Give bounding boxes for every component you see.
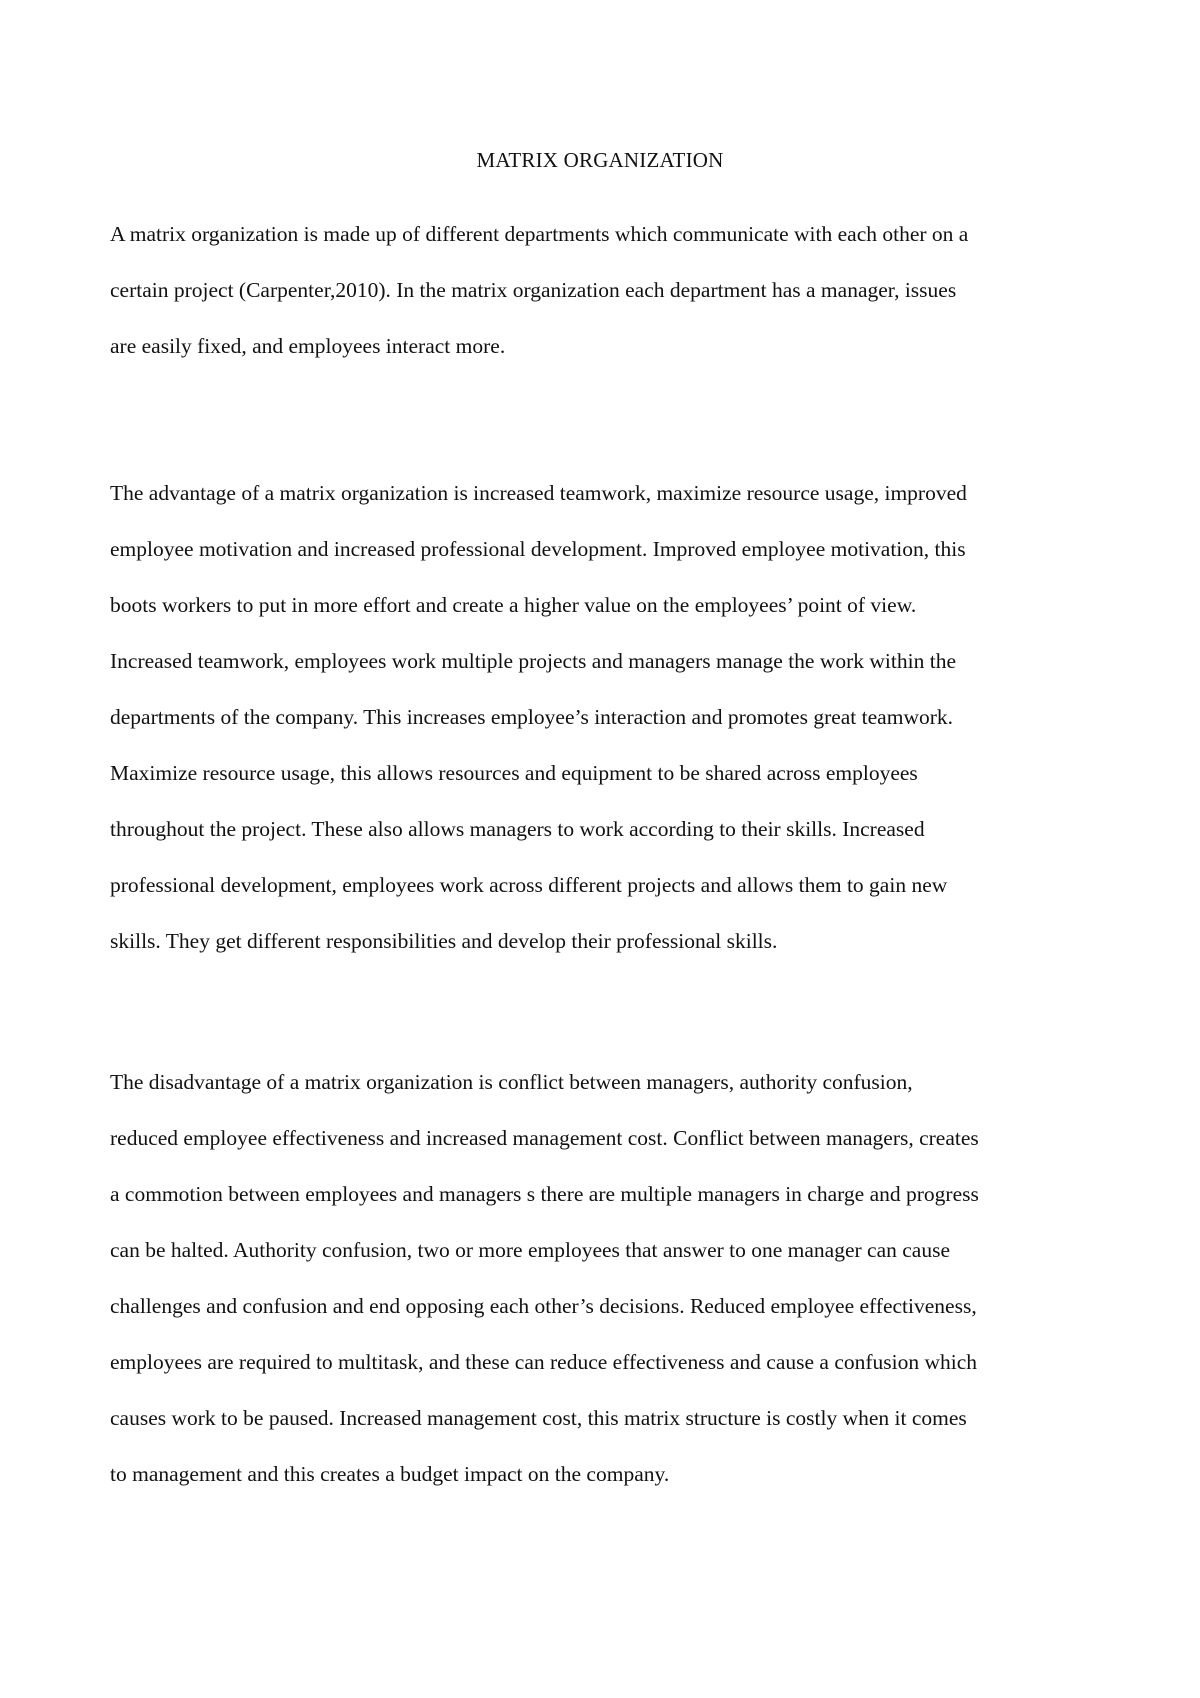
text-line: throughout the project. These also allows managers to work according to their skills. Increased	[110, 817, 925, 841]
text-line: Increased teamwork, employees work multiple projects and managers manage the work within the	[110, 649, 956, 673]
text-line: Maximize resource usage, this allows resources and equipment to be shared across employees	[110, 761, 918, 785]
text-line: The disadvantage of a matrix organization is conflict between managers, authority confusion,	[110, 1070, 913, 1094]
text-line: certain project (Carpenter,2010). In the matrix organization each department has a manager, issues	[110, 278, 957, 302]
text-line: skills. They get different responsibilities and develop their professional skills.	[110, 929, 778, 953]
text-line: employee motivation and increased professional development. Improved employee motivation, this	[110, 537, 966, 561]
text-line: The advantage of a matrix organization is increased teamwork, maximize resource usage, improved	[110, 481, 967, 505]
text-line: employees are required to multitask, and these can reduce effectiveness and cause a confusion which	[110, 1350, 978, 1374]
text-line: are easily fixed, and employees interact more.	[110, 334, 506, 358]
text-line: to management and this creates a budget impact on the company.	[110, 1462, 670, 1486]
paragraph-definition	[110, 206, 1110, 374]
text-line: can be halted. Authority confusion, two or more employees that answer to one manager can cause	[110, 1238, 951, 1262]
document-title: MATRIX ORGANIZATION	[476, 148, 724, 172]
paragraph-disadvantages	[110, 1054, 1110, 1502]
paragraph-advantages	[110, 465, 1110, 969]
text-line: departments of the company. This increases employee’s interaction and promotes great teamwork.	[110, 705, 954, 729]
text-line: reduced employee effectiveness and increased management cost. Conflict between managers, creates	[110, 1126, 979, 1150]
text-line: a commotion between employees and managers s there are multiple managers in charge and progress	[110, 1182, 979, 1206]
text-line: professional development, employees work across different projects and allows them to gain new	[110, 873, 948, 897]
text-line: causes work to be paused. Increased management cost, this matrix structure is costly when it comes	[110, 1406, 967, 1430]
text-line: boots workers to put in more effort and create a higher value on the employees’ point of view.	[110, 593, 917, 617]
text-line: challenges and confusion and end opposing each other’s decisions. Reduced employee effectiveness,	[110, 1294, 977, 1318]
text-line: A matrix organization is made up of different departments which communicate with each other on a	[110, 222, 969, 246]
